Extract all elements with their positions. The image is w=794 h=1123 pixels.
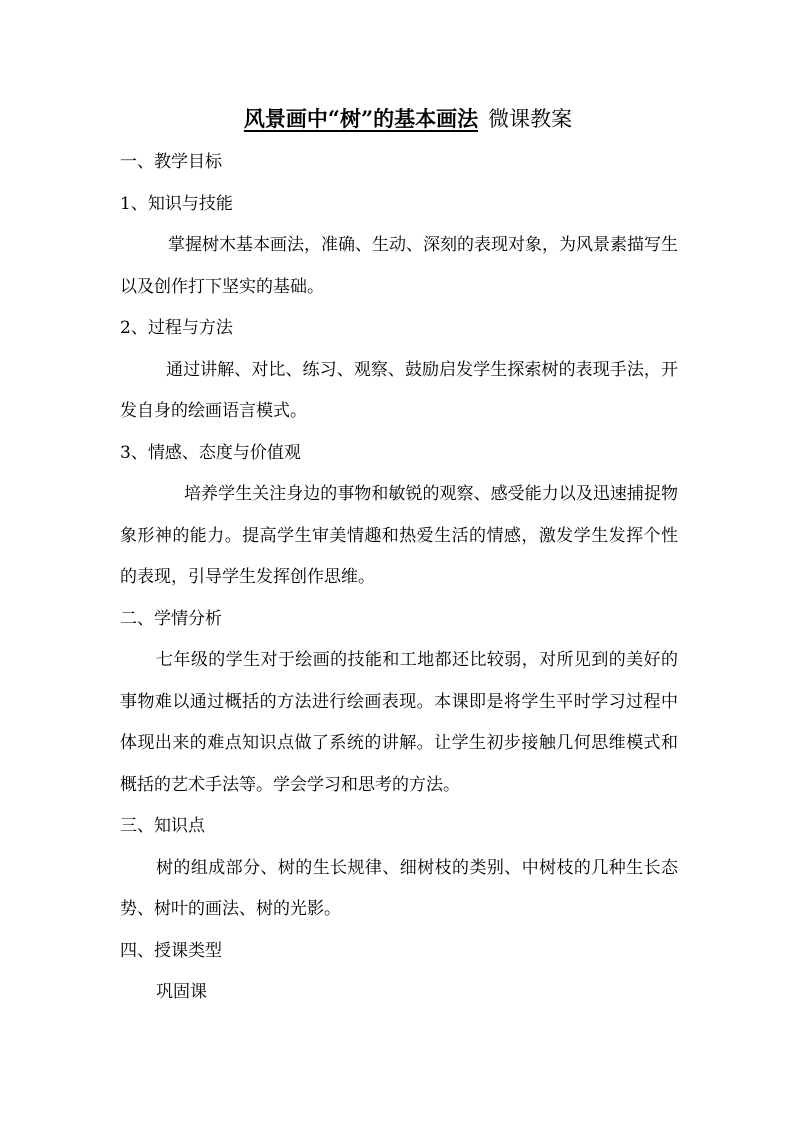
paragraph-analysis: 七年级的学生对于绘画的技能和工地都还比较弱，对所见到的美好的事物难以通过概括的方法进行绘画表现。本课即是将学生平时学习过程中体现出来的难点知识点做了系统的讲解。让学生初步接触几何思维模式和概括的艺术手法等。学会学习和思考的方法。: [120, 650, 678, 795]
section-heading-lesson-type: 四、授课类型: [120, 940, 222, 961]
document-body: [120, 142, 678, 1014]
paragraph-knowledge: 掌握树木基本画法，准确、生动、深刻的表现对象，为风景素描写生以及创作打下坚实的基础。: [120, 235, 678, 297]
paragraph-process: 通过讲解、对比、练习、观察、鼓励启发学生探索树的表现手法，开发自身的绘画语言模式。: [120, 359, 678, 421]
subsection-heading-process: 2、过程与方法: [120, 318, 233, 338]
paragraph-lesson-type: 巩固课: [156, 982, 207, 1002]
document-title: [0, 104, 794, 134]
section-heading-knowledge-points: 三、知识点: [120, 816, 205, 836]
paragraph-emotion: 培养学生关注身边的事物和敏锐的观察、感受能力以及迅速捕捉物象形神的能力。提高学生审美情趣和热爱生活的情感，激发学生发挥个性的表现，引导学生发挥创作思维。: [120, 484, 678, 587]
section-heading-analysis: 二、学情分析: [120, 608, 222, 629]
title-subtitle: 微课教案: [488, 107, 573, 131]
title-main: 风景画中“树”的基本画法: [243, 106, 479, 131]
subsection-heading-knowledge: 1、知识与技能: [120, 193, 233, 214]
paragraph-knowledge-points: 树的组成部分、树的生长规律、细树枝的类别、中树枝的几种生长态势、树叶的画法、树的光影。: [120, 857, 678, 919]
section-heading-goals: 一、教学目标: [120, 152, 222, 172]
subsection-heading-emotion: 3、情感、态度与价值观: [120, 442, 301, 463]
